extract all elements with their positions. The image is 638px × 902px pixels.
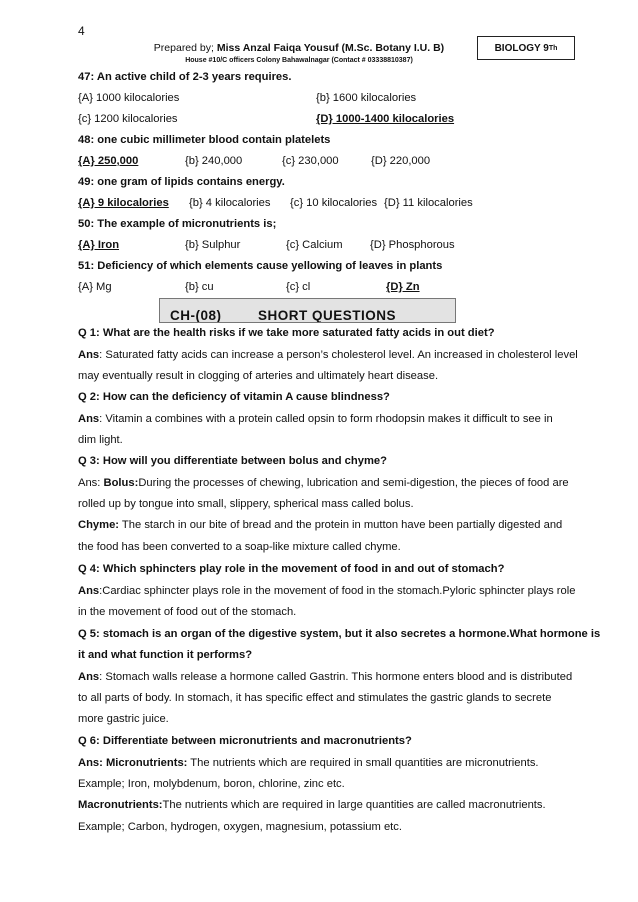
short-question: Q 4: Which sphincters play role in the movement of food in and out of stomach? xyxy=(78,563,505,575)
mcq-correct-option: {A} 250,000 xyxy=(78,155,139,167)
short-question: Q 3: How will you differentiate between bolus and chyme? xyxy=(78,455,387,467)
mcq-question: 50: The example of micronutrients is; xyxy=(78,218,277,230)
answer-body: : Saturated fatty acids can increase a person’s cholesterol level. An increased in cholesterol level xyxy=(99,349,578,361)
answer-text xyxy=(78,799,546,811)
mcq-option: {c} 230,000 xyxy=(282,155,339,167)
mcq-question: 48: one cubic millimeter blood contain platelets xyxy=(78,134,331,146)
mcq-option: {b} 1600 kilocalories xyxy=(316,92,417,104)
mcq-option: {b} Sulphur xyxy=(185,239,241,251)
short-question: it and what function it performs? xyxy=(78,649,253,661)
answer-text: Example; Carbon, hydrogen, oxygen, magnesium, potassium etc. xyxy=(78,821,402,833)
answer-label: Ans xyxy=(78,349,100,361)
answer-text xyxy=(78,477,569,489)
mcq-option: {c} Calcium xyxy=(286,239,343,251)
mcq-correct-option: {D} 1000-1400 kilocalories xyxy=(316,113,455,125)
answer-text: Ans: Micronutrients: The nutrients which are required in small quantities are micronutrients. xyxy=(78,757,539,769)
answer-text xyxy=(78,671,572,683)
answer-body: : Vitamin a combines with a protein called opsin to form rhodopsin makes it difficult to see in xyxy=(99,413,553,425)
answer-text xyxy=(78,585,575,597)
section-heading-bar xyxy=(159,298,456,323)
section-title: SHORT QUESTIONS xyxy=(258,308,397,323)
answer-text xyxy=(78,413,553,425)
answer-text: may eventually result in clogging of arteries and ultimately heart disease. xyxy=(78,370,439,382)
answer-text xyxy=(78,349,578,361)
mcq-correct-option: {D} Zn xyxy=(386,281,420,293)
subject-badge xyxy=(477,36,575,60)
short-question: Q 6: Differentiate between micronutrients and macronutrients? xyxy=(78,735,412,747)
answer-term: Macronutrients: xyxy=(78,799,163,811)
subject-label: BIOLOGY 9 xyxy=(494,42,549,54)
author-name: Miss Anzal Faiqa Yousuf (M.Sc. Botany I.U. B) xyxy=(216,42,445,54)
answer-label: Ans xyxy=(78,671,100,683)
prepared-by-label: Prepared by; xyxy=(153,42,214,54)
mcq-option: {D} 220,000 xyxy=(371,155,431,167)
answer-text: in the movement of food out of the stomach. xyxy=(78,606,297,618)
mcq-correct-option: {A} Iron xyxy=(78,239,120,251)
page-number: 4 xyxy=(78,24,85,38)
mcq-question: 51: Deficiency of which elements cause yellowing of leaves in plants xyxy=(78,260,443,272)
short-question: Q 1: What are the health risks if we take more saturated fatty acids in out diet? xyxy=(78,327,495,339)
mcq-option: {c} cl xyxy=(286,281,311,293)
subject-superscript: Th xyxy=(548,44,558,52)
answer-text: Example; Iron, molybdenum, boron, chlorine, zinc etc. xyxy=(78,778,345,790)
chapter-label: CH-(08) xyxy=(170,308,222,323)
answer-text: the food has been converted to a soap-like mixture called chyme. xyxy=(78,541,401,553)
mcq-option: {D} 11 kilocalories xyxy=(384,197,473,209)
mcq-option: {b} 4 kilocalories xyxy=(189,197,271,209)
answer-body: :Cardiac sphincter plays role in the movement of food in the stomach.Pyloric sphincter plays role xyxy=(99,585,576,597)
short-question: Q 5: stomach is an organ of the digestive system, but it also secretes a hormone.What hormone is xyxy=(78,628,601,640)
mcq-correct-option: {A} 9 kilocalories xyxy=(78,197,169,209)
short-question: Q 2: How can the deficiency of vitamin A cause blindness? xyxy=(78,391,390,403)
header-address: House #10/C officers Colony Bahawalnagar (Contact # 03338810387) xyxy=(185,57,413,64)
answer-text xyxy=(78,519,562,531)
mcq-option: {c} 1200 kilocalories xyxy=(78,113,178,125)
answer-body: The nutrients which are required in small quantities are micronutrients. xyxy=(187,757,539,769)
answer-body: : Stomach walls release a hormone called Gastrin. This hormone enters blood and is distributed xyxy=(99,671,573,683)
answer-body: The starch in our bite of bread and the protein in mutton have been partially digested and xyxy=(119,519,563,531)
mcq-option: {b} cu xyxy=(185,281,214,293)
mcq-question: 49: one gram of lipids contains energy. xyxy=(78,176,285,188)
mcq-option: {A} Mg xyxy=(78,281,112,293)
answer-text: more gastric juice. xyxy=(78,713,169,725)
answer-body: During the processes of chewing, lubrication and semi-digestion, the pieces of food are xyxy=(138,477,569,489)
mcq-option: {c} 10 kilocalories xyxy=(290,197,378,209)
answer-text: dim light. xyxy=(78,434,123,446)
mcq-question: 47: An active child of 2-3 years requires. xyxy=(78,71,292,83)
answer-term: Bolus: xyxy=(103,477,139,489)
mcq-option: {b} 240,000 xyxy=(185,155,243,167)
answer-text: to all parts of body. In stomach, it has specific effect and stimulates the gastric glands to secrete xyxy=(78,692,552,704)
mcq-option: {D} Phosphorous xyxy=(370,239,455,251)
answer-term: Chyme: xyxy=(78,519,120,531)
answer-text: rolled up by tongue into small, slippery, spherical mass called bolus. xyxy=(78,498,414,510)
answer-term: Micronutrients: xyxy=(105,757,188,769)
mcq-option: {A} 1000 kilocalories xyxy=(78,92,180,104)
answer-label: Ans xyxy=(78,413,100,425)
answer-label: Ans xyxy=(78,585,100,597)
answer-label: Ans: xyxy=(78,477,104,489)
answer-label: Ans xyxy=(78,757,100,769)
answer-body: The nutrients which are required in large quantities are called macronutrients. xyxy=(162,799,546,811)
